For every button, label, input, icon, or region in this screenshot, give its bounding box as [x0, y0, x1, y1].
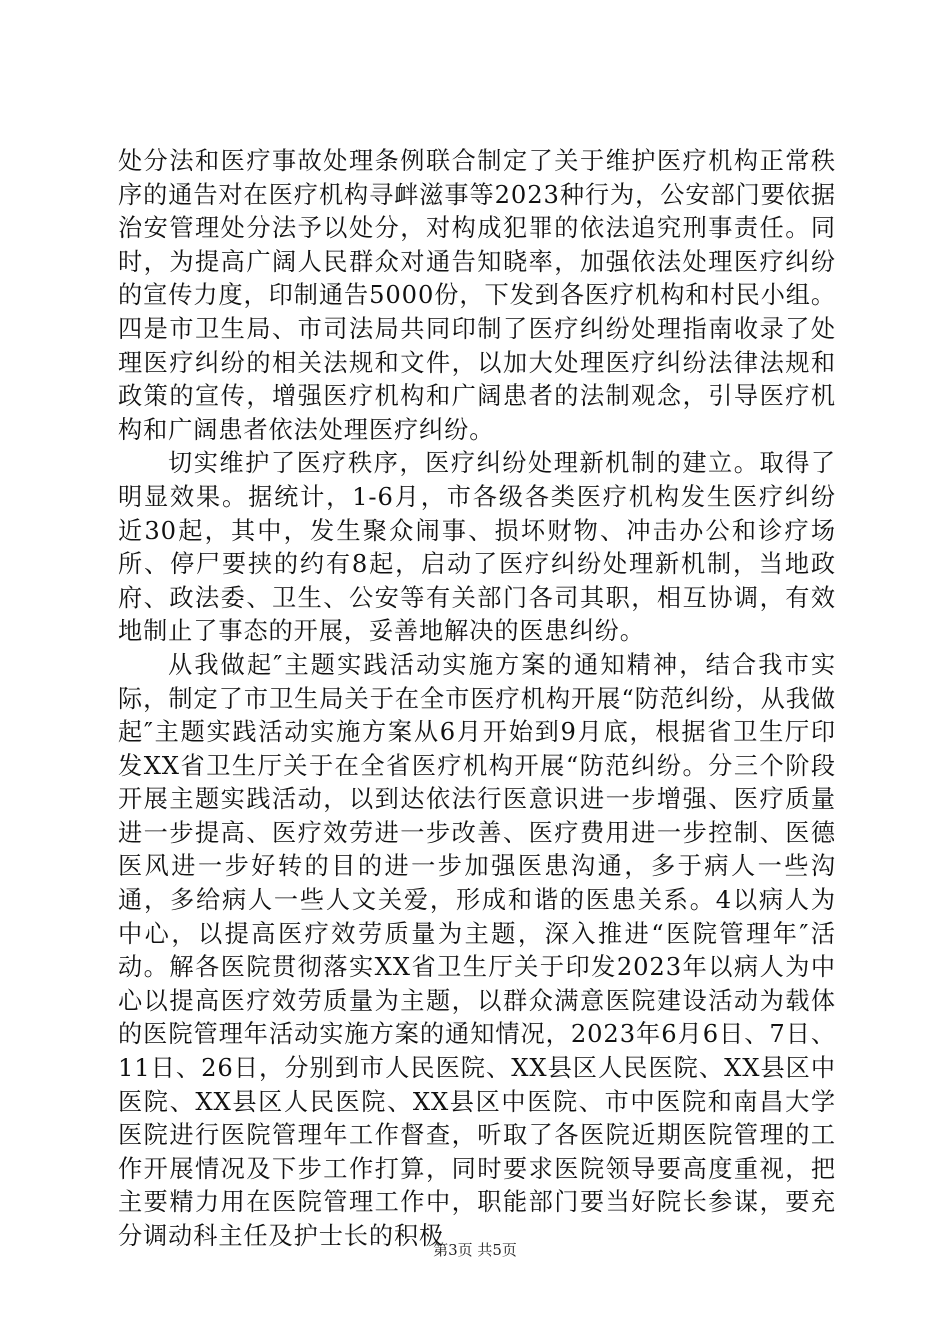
paragraph-1: 处分法和医疗事故处理条例联合制定了关于维护医疗机构正常秩序的通告对在医疗机构寻衅滋事等2023种行为，公安部门要依据治安管理处分法予以处分，对构成犯罪的依法追究刑事责任。同时，为提高广阔人民群众对通告知晓率，加强依法处理医疗纠纷的宣传力度，印制通告5000份，下发到各医疗机构和村民小组。四是市卫生局、市司法局共同印制了医疗纠纷处理指南收录了处理医疗纠纷的相关法规和文件，以加大处理医疗纠纷法律法规和政策的宣传，增强医疗机构和广阔患者的法制观念，引导医疗机构和广阔患者依法处理医疗纠纷。	[118, 147, 836, 444]
document-body	[118, 145, 836, 1254]
paragraph-2: 切实维护了医疗秩序，医疗纠纷处理新机制的建立。取得了明显效果。据统计，1-6月，市各级各类医疗机构发生医疗纠纷近30起，其中，发生聚众闹事、损坏财物、冲击办公和诊疗场所、停尸要挟的约有8起，启动了医疗纠纷处理新机制，当地政府、政法委、卫生、公安等有关部门各司其职，相互协调，有效地制止了事态的开展，妥善地解决的医患纠纷。	[118, 449, 836, 646]
page-footer: 第3页 共5页	[433, 1241, 517, 1259]
paragraph-3: 从我做起″主题实践活动实施方案的通知精神，结合我市实际，制定了市卫生局关于在全市医疗机构开展“防范纠纷，从我做起″主题实践活动实施方案从6月开始到9月底，根据省卫生厅印发XX省卫生厅关于在全省医疗机构开展“防范纠纷。分三个阶段开展主题实践活动，以到达依法行医意识进一步增强、医疗质量进一步提高、医疗效劳进一步改善、医疗费用进一步控制、医德医风进一步好转的目的进一步加强医患沟通，多于病人一些沟通，多给病人一些人文关爱，形成和谐的医患关系。4以病人为中心，以提高医疗效劳质量为主题，深入推进“医院管理年″活动。解各医院贯彻落实XX省卫生厅关于印发2023年以病人为中心以提高医疗效劳质量为主题，以群众满意医院建设活动为载体的医院管理年活动实施方案的通知情况，2023年6月6日、7日、11日、26日，分别到市人民医院、XX县区人民医院、XX县区中医院、XX县区人民医院、XX县区中医院、市中医院和南昌大学医院进行医院管理年工作督查，听取了各医院近期医院管理的工作开展情况及下步工作打算，同时要求医院领导要高度重视，把主要精力用在医院管理工作中，职能部门要当好院长参谋，要充分调动科主任及护士长的积极	[118, 650, 836, 1250]
